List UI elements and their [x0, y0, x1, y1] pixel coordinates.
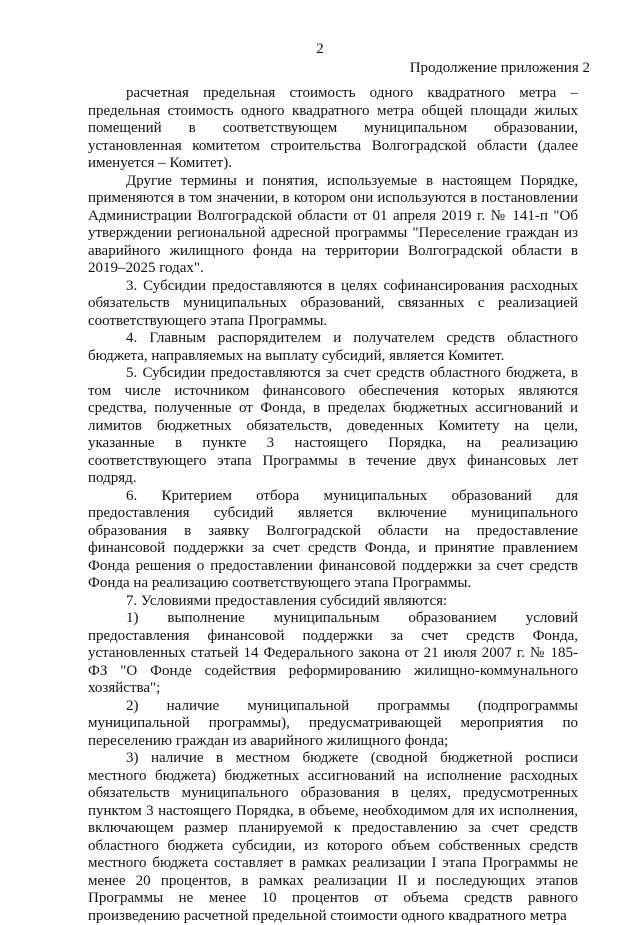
paragraph-item-3: 3. Субсидии предоставляются в целях софинансирования расходных обязательств муниципальных образований, связанных с реализацией соответствующего этапа Программы. [88, 277, 578, 329]
paragraph-item-4: 4. Главным распорядителем и получателем средств областного бюджета, направляемых на выплату субсидий, является Комитет. [88, 330, 578, 364]
paragraph-item-7: 7. Условиями предоставления субсидий являются: [126, 592, 448, 609]
document-body [88, 85, 578, 925]
paragraph-condition-1: 1) выполнение муниципальным образованием условий предоставления финансовой поддержки за счет средств Фонда, установленных статьей 14 Федерального закона от 21 июля 2007 г. № 185-ФЗ "О Фонде содействия реформированию жилищно-коммунального хозяйства"; [88, 610, 578, 696]
continuation-note: Продолжение приложения 2 [409, 60, 590, 76]
paragraph-item-6: 6. Критерием отбора муниципальных образований для предоставления субсидий является включение муниципального образования в заявку Волгоградской области на предоставление финансовой поддержки за счет средств Фонда, и принятие правлением Фонда решения о предоставлении финансовой поддержки за счет средств Фонда на реализацию соответствующего этапа Программы. [88, 487, 578, 591]
paragraph-condition-2: 2) наличие муниципальной программы (подпрограммы муниципальной программы), предусматривающей мероприятия по переселению граждан из аварийного жилищного фонда; [88, 697, 578, 749]
paragraph-item-5: 5. Субсидии предоставляются за счет средств областного бюджета, в том числе источником финансового обеспечения которых являются средства, полученные от Фонда, в пределах бюджетных ассигнований и лимитов бюджетных обязательств, доведенных Комитету на цели, указанные в пункте 3 настоящего Порядка, на реализацию соответствующего этапа Программы в течение двух финансовых лет подряд. [88, 365, 578, 486]
paragraph-condition-3: 3) наличие в местном бюджете (сводной бюджетной росписи местного бюджета) бюджетных ассигнований на исполнение расходных обязательств муниципального образования в целях, предусмотренных пунктом 3 настоящего Порядка, в объеме, необходимом для их исполнения, включающем размер планируемой к предоставлению за счет средств областного бюджета субсидии, из которого объем собственных средств местного бюджета составляет в рамках реализации I этапа Программы не менее 20 процентов, в рамках реализации II и последующих этапов Программы не менее 10 процентов от объема средств равного произведению расчетной предельной стоимости одного квадратного метра [88, 750, 578, 924]
paragraph-definition-price: расчетная предельная стоимость одного квадратного метра – предельная стоимость одного квадратного метра общей площади жилых помещений в соответствующем муниципальном образовании, установленная комитетом строительства Волгоградской области (далее именуется – Комитет). [88, 85, 578, 171]
paragraph-other-terms: Другие термины и понятия, используемые в настоящем Порядке, применяются в том значении, в котором они используются в постановлении Администрации Волгоградской области от 01 апреля 2019 г. № 141-п "Об утверждении региональной адресной программы "Переселение граждан из аварийного жилищного фонда на территории Волгоградской области в 2019–2025 годах". [88, 172, 578, 276]
page-number: 2 [316, 41, 324, 57]
